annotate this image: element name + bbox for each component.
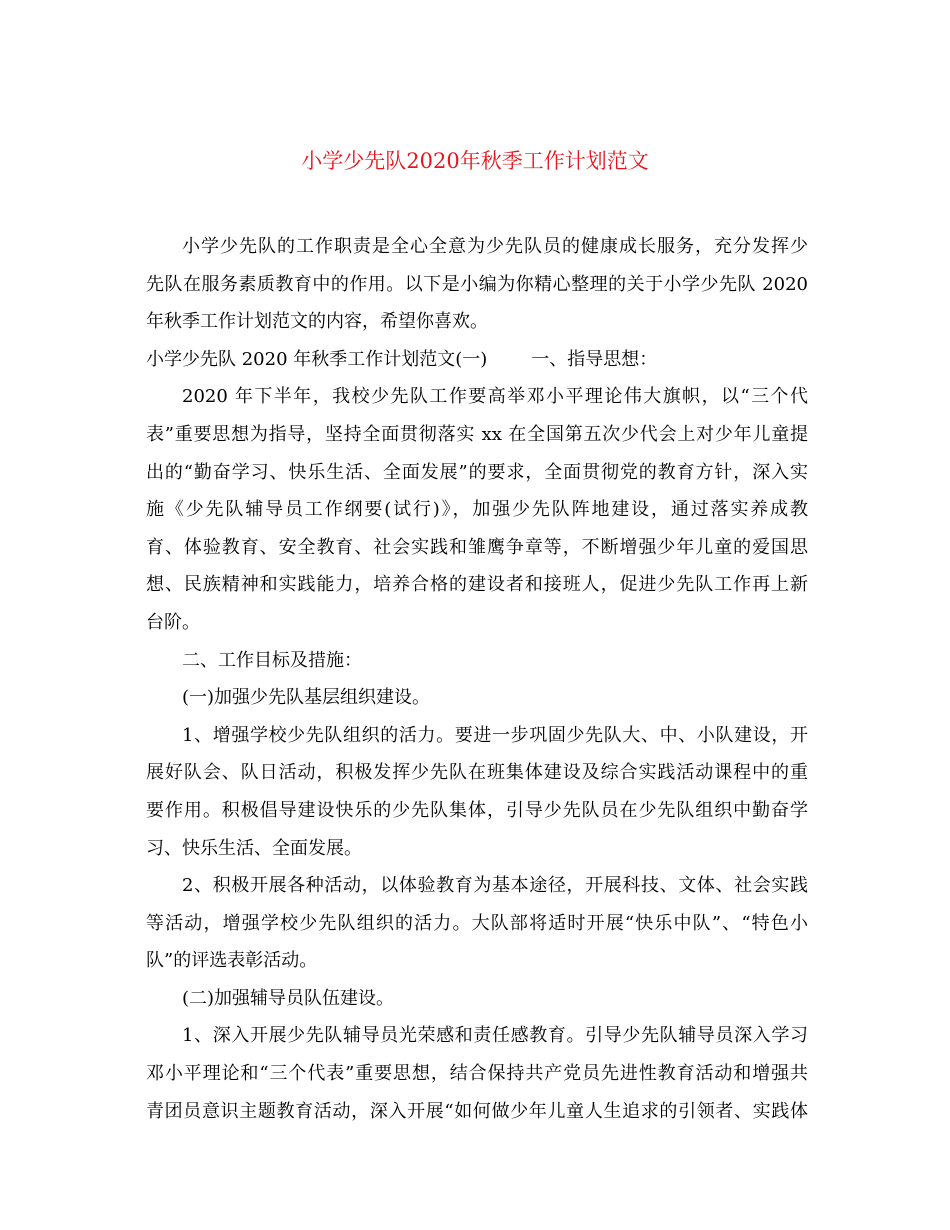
paragraph-line: 小学少先队的工作职责是全心全意为少先队员的健康成长服务，充分发挥少 xyxy=(182,236,808,257)
paragraph-line: 2、积极开展各种活动，以体验教育为基本途径，开展科技、文体、社会实践 xyxy=(182,875,808,897)
paragraph-line: 出的“勤奋学习、快乐生活、全面发展”的要求，全面贯彻党的教育方针，深入实 xyxy=(146,461,808,483)
paragraph-line: 年秋季工作计划范文的内容，希望你喜欢。 xyxy=(146,311,488,333)
paragraph-line: 1、深入开展少先队辅导员光荣感和责任感教育。引导少先队辅导员深入学习 xyxy=(182,1025,808,1047)
subsection-heading: (二)加强辅导员队伍建设。 xyxy=(182,987,395,1009)
paragraph-line: 青团员意识主题教育活动，深入开展“如何做少年儿童人生追求的引领者、实践体 xyxy=(146,1100,808,1122)
paragraph-line: 习、快乐生活、全面发展。 xyxy=(146,837,362,859)
subtitle-text: 小学少先队 2020 年秋季工作计划范文(一) xyxy=(146,348,488,370)
document-body xyxy=(146,228,808,1130)
paragraph-line: 先队在服务素质教育中的作用。以下是小编为你精心整理的关于小学少先队 2020 xyxy=(146,273,808,295)
paragraph-line: 邓小平理论和“三个代表”重要思想，结合保持共产党员先进性教育活动和增强共 xyxy=(146,1063,808,1085)
section-heading: 二、工作目标及措施： xyxy=(182,649,362,671)
document-title: 小学少先队2020年秋季工作计划范文 xyxy=(301,149,649,173)
paragraph-line: 施《少先队辅导员工作纲要(试行)》，加强少先队阵地建设，通过落实养成教 xyxy=(146,499,808,521)
subsection-heading: (一)加强少先队基层组织建设。 xyxy=(182,687,431,709)
paragraph-line: 表”重要思想为指导，坚持全面贯彻落实 xx 在全国第五次少代会上对少年儿童提 xyxy=(146,423,808,445)
paragraph-line: 等活动，增强学校少先队组织的活力。大队部将适时开展“快乐中队”、“特色小 xyxy=(146,912,808,934)
paragraph-line: 育、体验教育、安全教育、社会实践和雏鹰争章等，不断增强少年儿童的爱国思 xyxy=(146,536,808,558)
paragraph-line: 1、增强学校少先队组织的活力。要进一步巩固少先队大、中、小队建设，开 xyxy=(182,724,808,746)
paragraph-line: 队”的评选表彰活动。 xyxy=(146,950,318,972)
paragraph-line: 台阶。 xyxy=(146,611,200,633)
paragraph-line: 展好队会、队日活动，积极发挥少先队在班集体建设及综合实践活动课程中的重 xyxy=(146,762,808,784)
section-heading-line xyxy=(146,341,808,379)
paragraph-line: 2020 年下半年，我校少先队工作要高举邓小平理论伟大旗帜，以“三个代 xyxy=(182,386,808,408)
paragraph-line: 想、民族精神和实践能力，培养合格的建设者和接班人，促进少先队工作再上新 xyxy=(146,574,808,596)
paragraph-line: 要作用。积极倡导建设快乐的少先队集体，引导少先队员在少先队组织中勤奋学 xyxy=(146,799,808,821)
section-heading: 一、指导思想： xyxy=(531,348,658,370)
